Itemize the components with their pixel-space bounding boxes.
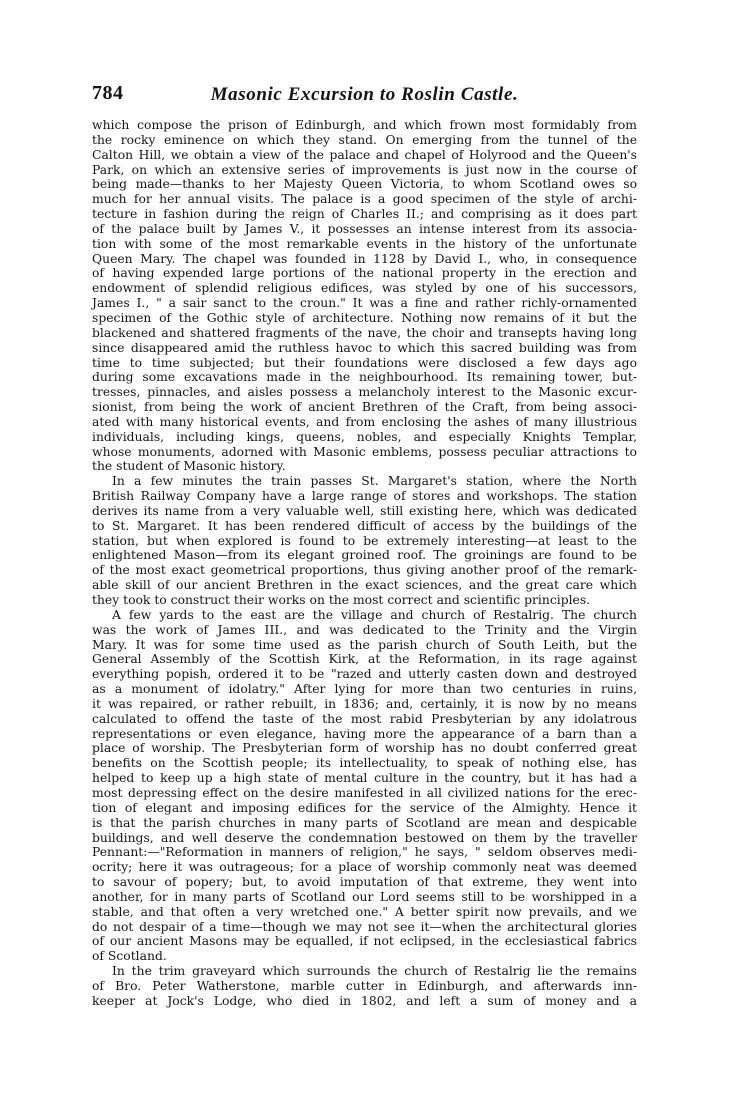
text-line: another, for in many parts of Scotland our Lord seems still to be worshipped in a <box>92 889 637 904</box>
text-line: In a few minutes the train passes St. Margaret's station, where the North <box>112 474 637 489</box>
text-line: Calton Hill, we obtain a view of the palace and chapel of Holyrood and the Queen's <box>92 147 637 162</box>
text-line: everything popish, ordered it to be "razed and utterly casten down and destroyed <box>92 667 637 682</box>
text-line: A few yards to the east are the village and church of Restalrig. The church <box>112 607 637 622</box>
text-line: place of worship. The Presbyterian form of worship has no doubt conferred great <box>92 741 637 756</box>
text-line: tecture in fashion during the reign of Charles II.; and comprising as it does part <box>92 207 637 222</box>
text-line: which compose the prison of Edinburgh, and which frown most formidably from <box>92 118 637 132</box>
body-text <box>92 118 637 1009</box>
text-line: Park, on which an extensive series of improvements is just now in the course of <box>92 162 637 177</box>
text-line: derives its name from a very valuable well, still existing here, which was dedicated <box>92 503 637 518</box>
text-line: of our ancient Masons may be equalled, if not eclipsed, in the ecclesiastical fabrics <box>92 934 637 949</box>
text-line: James I., " a sair sanct to the croun." It was a fine and rather richly-ornamented <box>92 296 637 311</box>
text-line: British Railway Company have a large range of stores and workshops. The station <box>92 489 637 504</box>
text-line: General Assembly of the Scottish Kirk, at the Reformation, in its rage against <box>92 652 637 667</box>
text-line: representations or even elegance, having more the appearance of a barn than a <box>92 726 637 741</box>
text-line: In the trim graveyard which surrounds the church of Restalrig lie the remains <box>112 964 637 979</box>
text-line: buildings, and well deserve the condemnation bestowed on them by the traveller <box>92 830 637 845</box>
text-line: blackened and shattered fragments of the nave, the choir and transepts having long <box>92 325 637 340</box>
text-line: to St. Margaret. It has been rendered difficult of access by the buildings of the <box>92 518 637 533</box>
text-line: as a monument of idolatry." After lying for more than two centuries in ruins, <box>92 682 637 697</box>
text-line: able skill of our ancient Brethren in the exact sciences, and the great care which <box>92 578 637 593</box>
text-line: endowment of splendid religious edifices, was styled by one of his successors, <box>92 281 637 296</box>
text-line: stable, and that often a very wretched one." A better spirit now prevails, and we <box>92 904 637 919</box>
text-line: since disappeared amid the ruthless havoc to which this sacred building was from <box>92 340 637 355</box>
text-line: Mary. It was for some time used as the parish church of South Leith, but the <box>92 637 637 652</box>
text-line: do not despair of a time—though we may not see it—when the architectural glories <box>92 919 637 934</box>
text-line: helped to keep up a high state of mental culture in the country, but it has had a <box>92 771 637 786</box>
page-number: 784 <box>92 82 124 104</box>
text-line: during some excavations made in the neighbourhood. Its remaining tower, but- <box>92 370 637 385</box>
text-line: time to time subjected; but their foundations were disclosed a few days ago <box>92 355 637 370</box>
text-line: whose monuments, adorned with Masonic emblems, possess peculiar attractions to <box>92 444 637 459</box>
text-line: of the most exact geometrical proportions, thus giving another proof of the remark- <box>92 563 637 578</box>
text-line: was the work of James III., and was dedicated to the Trinity and the Virgin <box>92 622 637 637</box>
text-line: of Scotland. <box>92 949 167 964</box>
text-line: of the palace built by James V., it possesses an intense interest from its associa- <box>92 221 637 236</box>
text-line: benefits on the Scottish people; its intellectuality, to speak of nothing else, has <box>92 756 637 771</box>
text-line: the student of Masonic history. <box>92 459 286 474</box>
text-line: ocrity; here it was outrageous; for a place of worship commonly neat was deemed <box>92 860 637 875</box>
text-line: Queen Mary. The chapel was founded in 1128 by David I., who, in consequence <box>92 251 637 266</box>
text-line: keeper at Jock's Lodge, who died in 1802, and left a sum of money and a <box>92 993 637 1008</box>
text-line: much for her annual visits. The palace is a good specimen of the style of archi- <box>92 192 637 207</box>
text-line: most depressing effect on the desire manifested in all civilized nations for the erec- <box>92 785 637 800</box>
text-line: Pennant:—"Reformation in manners of religion," he says, " seldom observes medi- <box>92 845 637 860</box>
text-line: is that the parish churches in many parts of Scotland are mean and despicable <box>92 815 637 830</box>
text-line: individuals, including kings, queens, nobles, and especially Knights Templar, <box>92 429 637 444</box>
text-line: of having expended large portions of the national property in the erection and <box>92 266 637 281</box>
text-line: of Bro. Peter Watherstone, marble cutter in Edinburgh, and afterwards inn- <box>92 978 637 993</box>
text-line: tion of elegant and imposing edifices for the service of the Almighty. Hence it <box>92 800 637 815</box>
running-title: Masonic Excursion to Roslin Castle. <box>210 84 519 105</box>
text-line: calculated to offend the taste of the most rabid Presbyterian by any idolatrous <box>92 711 637 726</box>
book-page <box>92 82 637 1009</box>
text-line: the rocky eminence on which they stand. On emerging from the tunnel of the <box>92 132 637 147</box>
text-line: being made—thanks to her Majesty Queen Victoria, to whom Scotland owes so <box>92 177 637 192</box>
text-line: it was repaired, or rather rebuilt, in 1836; and, certainly, it is now by no means <box>92 696 637 711</box>
text-line: specimen of the Gothic style of architecture. Nothing now remains of it but the <box>92 310 637 325</box>
text-line: ated with many historical events, and from enclosing the ashes of many illustrious <box>92 414 637 429</box>
text-line: tion with some of the most remarkable events in the history of the unfortunate <box>92 236 637 251</box>
text-line: to savour of popery; but, to avoid imputation of that extreme, they went into <box>92 875 637 890</box>
text-line: enlightened Mason—from its elegant groined roof. The groinings are found to be <box>92 548 637 563</box>
text-line: station, but when explored is found to be extremely interesting—at least to the <box>92 533 637 548</box>
text-line: sionist, from being the work of ancient Brethren of the Craft, from being associ- <box>92 400 637 415</box>
text-line: tresses, pinnacles, and aisles possess a melancholy interest to the Masonic excur- <box>92 385 637 400</box>
running-head <box>92 82 637 112</box>
text-line: they took to construct their works on the most correct and scientific principles. <box>92 593 591 607</box>
